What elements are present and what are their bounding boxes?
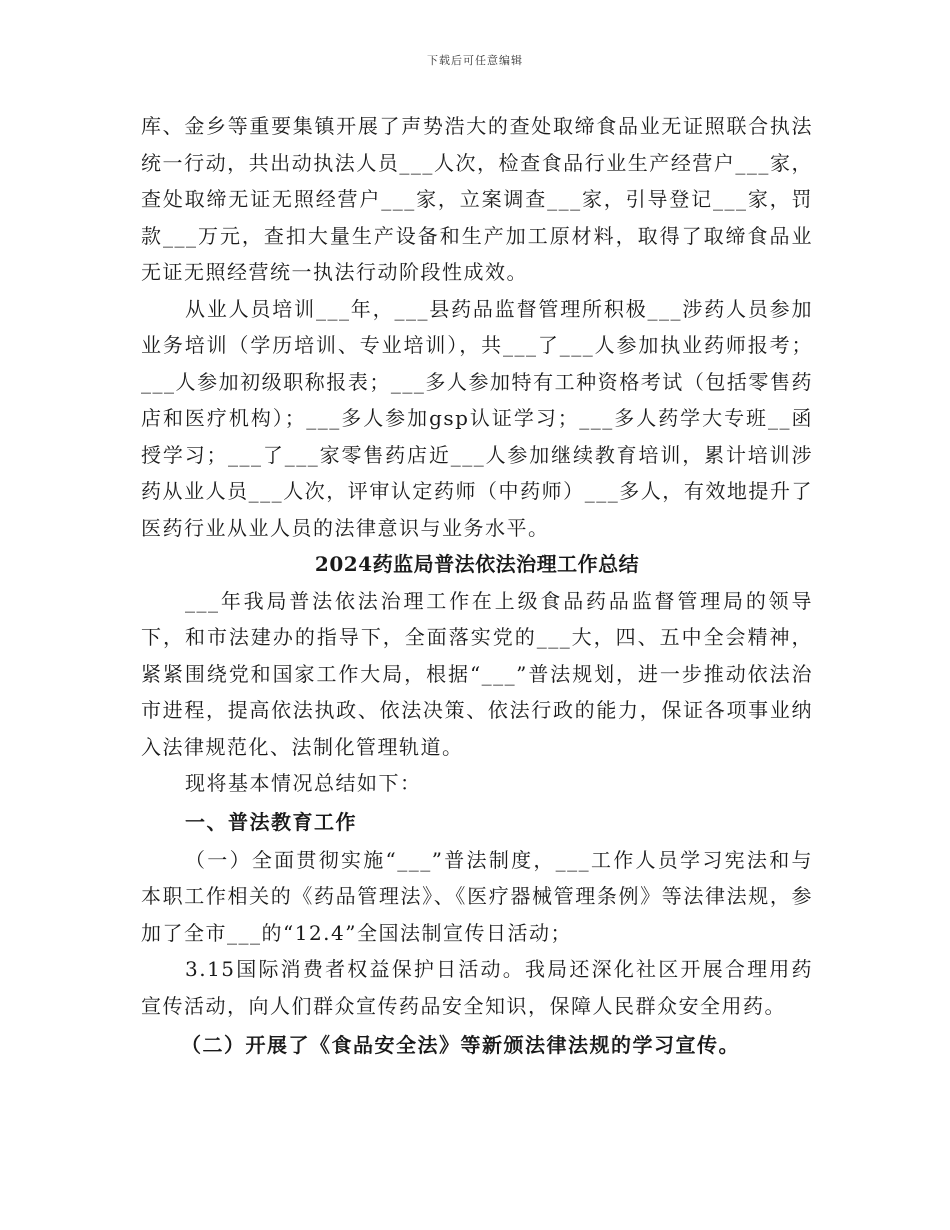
section-heading-education: 一、普法教育工作	[185, 809, 357, 834]
paragraph-training: 从业人员培训___年，___县药品监督管理所积极___涉药人员参加业务培训（学历培训、专业培训），共___了___人参加执业药师报考；___人参加初级职称报表；___多人参加特有工种资格考试（包括零售药店和医疗机构）；___多人参加gsp认证学习；___多人药学大专班__函授学习；___了___家零售药店近___人参加继续教育培训，累计培训涉药从业人员___人次，评审认定药师（中药师）___多人，有效地提升了医药行业从业人员的法律意识与业务水平。	[141, 296, 813, 540]
paragraph-implementation: （一）全面贯彻实施“___”普法制度，___工作人员学习宪法和与本职工作相关的《药品管理法》、《医疗器械管理条例》等法律法规，参加了全市___的“12.4”全国法制宣传日活动；	[141, 847, 813, 945]
paragraph-intro: ___年我局普法依法治理工作在上级食品药品监督管理局的领导下，和市法建办的指导下，全面落实党的___大，四、五中全会精神，紧紧围绕党和国家工作大局，根据“___”普法规划，进一步推动依法治市进程，提高依法执政、依法决策、依法行政的能力，保证各项事业纳入法律规范化、法制化管理轨道。	[141, 588, 813, 759]
document-body	[141, 108, 813, 1066]
paragraph-consumer-day: 3.15国际消费者权益保护日活动。我局还深化社区开展合理用药宣传活动，向人们群众宣传药品安全知识，保障人民群众安全用药。	[141, 957, 813, 1018]
paragraph-summary-lead: 现将基本情况总结如下：	[185, 771, 422, 795]
paragraph-enforcement: 库、金乡等重要集镇开展了声势浩大的查处取缔食品业无证照联合执法统一行动，共出动执法人员___人次，检查食品行业生产经营户___家，查处取缔无证无照经营户___家，立案调查___家，引导登记___家，罚款___万元，查扣大量生产设备和生产加工原材料，取得了取缔食品业无证无照经营统一执法行动阶段性成效。	[141, 114, 813, 284]
header-note: 下载后可任意编辑	[427, 54, 523, 67]
subsection-heading-food-safety: （二）开展了《食品安全法》等新颁法律法规的学习宣传。	[181, 1033, 740, 1057]
document-title: 2024药监局普法依法治理工作总结	[314, 552, 640, 576]
